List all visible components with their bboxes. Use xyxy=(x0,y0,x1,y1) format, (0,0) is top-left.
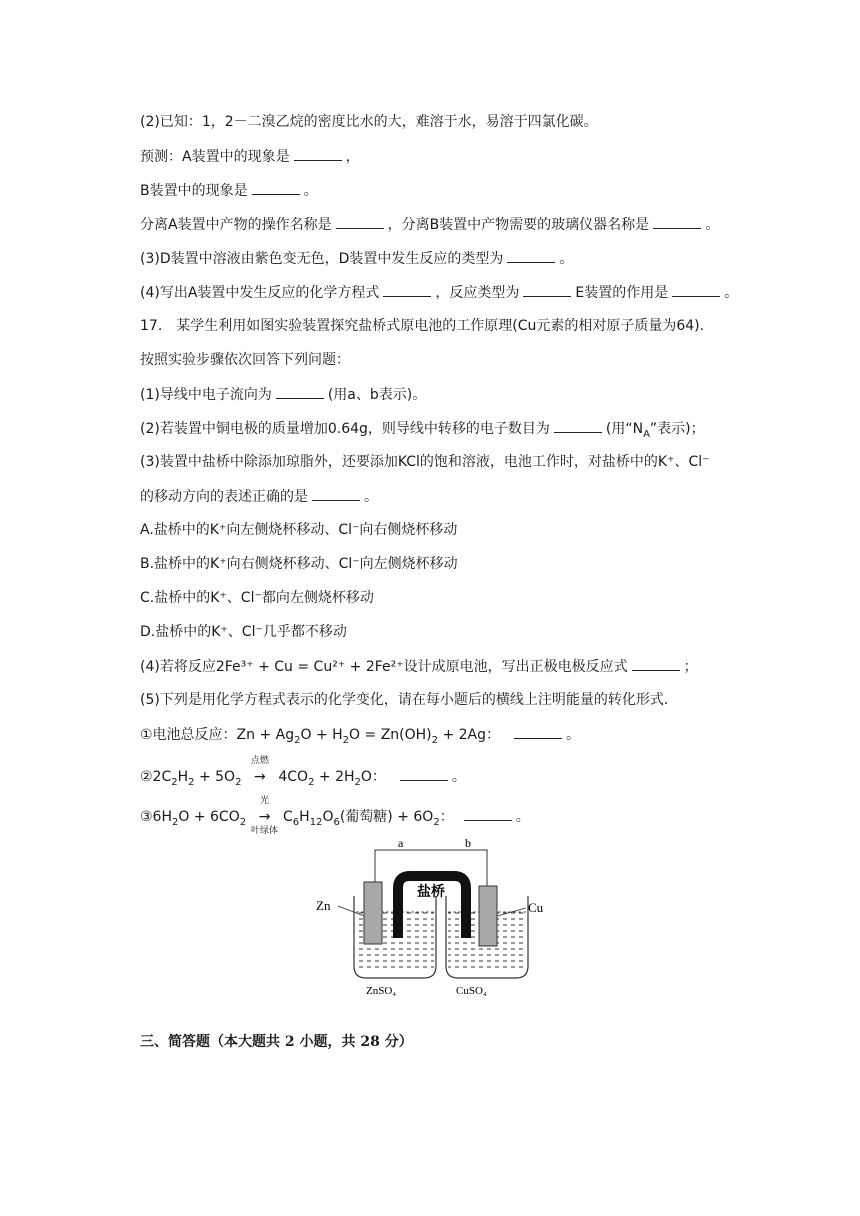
label-cu: Cu xyxy=(528,900,544,915)
answer-blank[interactable] xyxy=(312,486,360,501)
reaction-1: ①电池总反应：$Zn + Ag_2O + H_2O = Zn(OH)_2 + 2Ag$： 。 xyxy=(140,724,580,745)
answer-blank[interactable] xyxy=(294,146,342,161)
cu-electrode xyxy=(479,886,497,946)
q16-part4: (4)写出A装置中发生反应的化学方程式 ，反应类型为 E装置的作用是 。 xyxy=(140,282,738,303)
answer-blank[interactable] xyxy=(336,214,384,229)
answer-blank[interactable] xyxy=(632,656,680,671)
q16-part2-intro: (2)已知：1，2－二溴乙烷的密度比水的大，难溶于水，易溶于四氯化碳。 xyxy=(140,114,598,130)
reaction-arrow: 点燃 → xyxy=(250,756,269,785)
label-salt-bridge: 盐桥 xyxy=(417,885,445,900)
q17-part1: (1)导线中电子流向为 (用a、b表示)。 xyxy=(140,384,426,405)
label-zn: Zn xyxy=(316,898,331,913)
answer-blank[interactable] xyxy=(464,806,512,821)
q17-part3-a: (3)装置中盐桥中除添加琼脂外，还要添加KCl的饱和溶液，电池工作时，对盐桥中的K⁺、Cl⁻ xyxy=(140,454,710,470)
answer-blank[interactable] xyxy=(383,282,431,297)
label-znso4: ZnSO₄ xyxy=(366,985,397,997)
answer-blank[interactable] xyxy=(276,384,324,399)
answer-blank[interactable] xyxy=(400,766,448,781)
option-b[interactable]: B.盐桥中的K⁺向右侧烧杯移动、Cl⁻向左侧烧杯移动 xyxy=(140,556,458,572)
q17-intro-2: 按照实验步骤依次回答下列问题： xyxy=(140,352,350,368)
q17-part3-b: 的移动方向的表述正确的是 。 xyxy=(140,486,378,507)
answer-blank[interactable] xyxy=(252,180,300,195)
label-cuso4: CuSO₄ xyxy=(456,985,487,997)
q17-intro-1: 17. 某学生利用如图实验装置探究盐桥式原电池的工作原理(Cu元素的相对原子质量为64). xyxy=(140,318,705,334)
reaction-arrow: 光 → 叶绿体 xyxy=(251,796,279,836)
answer-blank[interactable] xyxy=(653,214,701,229)
option-c[interactable]: C.盐桥中的K⁺、Cl⁻都向左侧烧杯移动 xyxy=(140,590,374,606)
label-b: b xyxy=(465,838,471,850)
q16-predict-a: 预测：A装置中的现象是 ， xyxy=(140,146,360,167)
q17-part2: (2)若装置中铜电极的质量增加0.64g，则导线中转移的电子数目为 (用“$N_A$”表示)； xyxy=(140,418,705,439)
answer-blank[interactable] xyxy=(514,724,562,739)
option-a[interactable]: A.盐桥中的K⁺向左侧烧杯移动、Cl⁻向右侧烧杯移动 xyxy=(140,522,458,538)
q16-part3: (3)D装置中溶液由紫色变无色，D装置中发生反应的类型为 。 xyxy=(140,248,573,269)
answer-blank[interactable] xyxy=(523,282,571,297)
q17-part4: (4)若将反应2Fe³⁺ + Cu = Cu²⁺ + 2Fe²⁺设计成原电池，写出正极电极反应式 ； xyxy=(140,656,698,677)
answer-blank[interactable] xyxy=(672,282,720,297)
q17-part5: (5)下列是用化学方程式表示的化学变化，请在每小题后的横线上注明能量的转化形式. xyxy=(140,692,669,708)
q16-separate: 分离A装置中产物的操作名称是 ，分离B装置中产物需要的玻璃仪器名称是 。 xyxy=(140,214,719,235)
zn-electrode xyxy=(364,882,382,944)
answer-blank[interactable] xyxy=(554,418,602,433)
answer-blank[interactable] xyxy=(507,248,555,263)
galvanic-cell-diagram xyxy=(310,838,560,998)
label-a: a xyxy=(398,838,404,850)
section-heading: 三、简答题（本大题共 2 小题，共 28 分） xyxy=(140,1034,413,1050)
q16-predict-b: B装置中的现象是 。 xyxy=(140,180,318,201)
reaction-3: $③6H_2O + 6CO_2$ 光 → 叶绿体 $C_6H_{12}O_6$(葡萄糖) + $6O_2$： 。 xyxy=(140,796,530,836)
option-d[interactable]: D.盐桥中的K⁺、Cl⁻几乎都不移动 xyxy=(140,624,347,640)
reaction-2: $②2C_2H_2 + 5O_2$ 点燃 → $4CO_2 + 2H_2O$： 。 xyxy=(140,756,466,788)
